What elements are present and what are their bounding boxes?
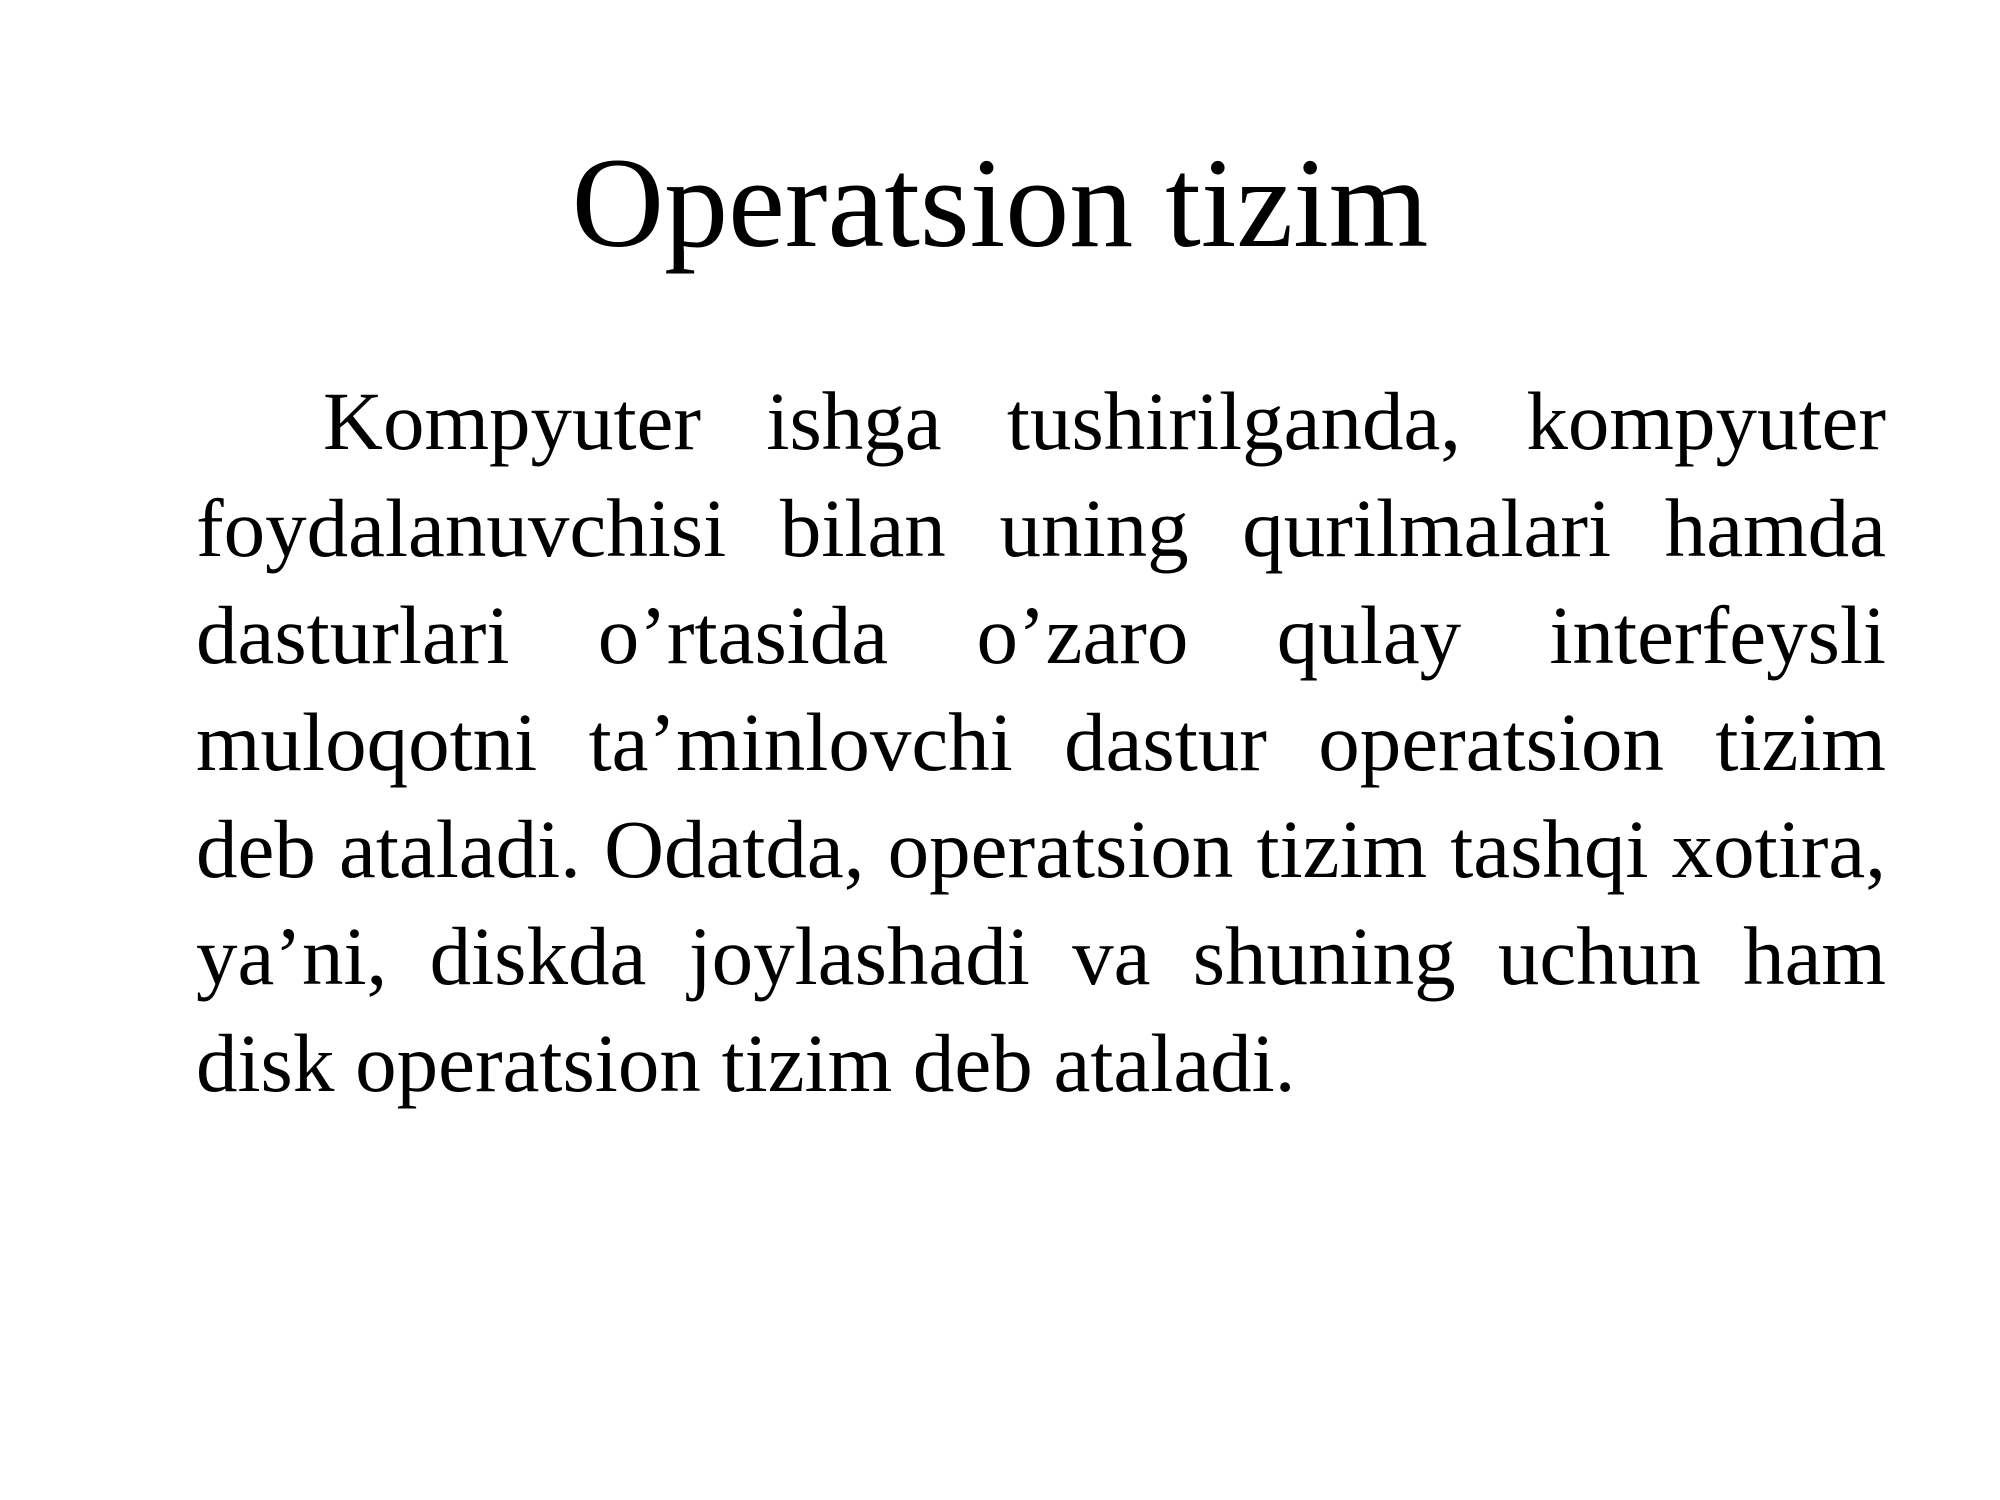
slide-body-paragraph: Kompyuter ishga tushirilganda, kompyuter foydalanuvchisi bilan uning qurilmalari hamda dasturlari o’rtasida o’zaro qulay interfeysli muloqotni ta’minlovchi dastur operatsion tizim deb ataladi. Odatda, operatsion tizim tashqi xotira, ya’ni, diskda joylashadi va shuning uchun ham disk operatsion tizim deb ataladi. (196, 375, 1886, 1109)
slide-title: Operatsion tizim (571, 132, 1429, 274)
